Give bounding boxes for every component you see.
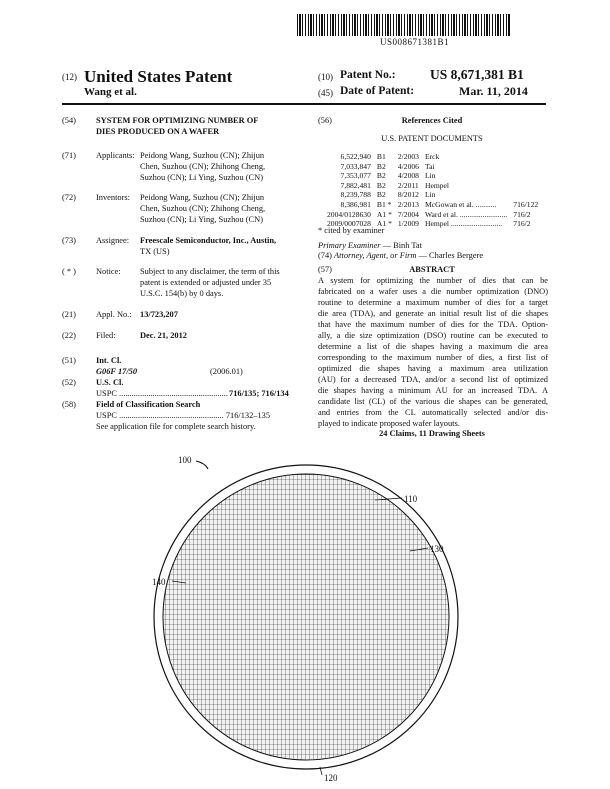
field-label: Field of Classification Search (96, 400, 201, 409)
figure-ref-100: 100 (178, 455, 192, 465)
reference-name: McGowan et al. ........... (424, 199, 497, 209)
appl-label: Appl. No.: (96, 310, 132, 319)
abstract-line: that have the maximum number of dies for the TDA. Option- (318, 320, 548, 329)
reference-cls (510, 181, 541, 191)
applicants-line: Chen, Suzhou (CN); Zhihong Cheng, (140, 162, 266, 171)
reference-date: 2/2013 (397, 199, 419, 209)
reference-date: 2/2003 (397, 152, 419, 161)
attorney-code: (74) (318, 251, 332, 260)
figure-ref-140: 140 (152, 577, 166, 587)
reference-no: 8,386,981 (340, 199, 371, 209)
appl-number: 13/723,207 (140, 310, 178, 319)
applicants-code: (71) (62, 151, 76, 160)
uscl-value: 716/135; 716/134 (229, 389, 289, 398)
patent-no-label: Patent No.: (340, 69, 396, 81)
inventors-line: Chen, Suzhou (CN); Zhihong Cheng, (140, 204, 266, 213)
reference-row (324, 200, 541, 210)
abstract-title: ABSTRACT (409, 265, 455, 274)
assignee-label: Assignee: (96, 236, 130, 245)
attorney-name: — Charles Bergere (418, 251, 484, 260)
doc-type: United States Patent (84, 67, 233, 86)
reference-cls (510, 171, 541, 181)
notice-line: patent is extended or adjusted under 35 (140, 278, 272, 287)
reference-name: Lin (424, 171, 436, 181)
reference-no: 8,239,788 (340, 190, 371, 200)
reference-date: 7/2004 (397, 209, 419, 219)
intcl-class: G06F 17/50 (96, 367, 138, 376)
field-usp: USPC .................................................. 716/132–135 (96, 411, 271, 420)
filed-date: Dec. 21, 2012 (140, 331, 187, 340)
inventors-code: (72) (62, 193, 76, 202)
reference-cls (510, 190, 541, 200)
abstract-body (318, 275, 548, 429)
abstract-line: and entries from the CL automatically selected and/or dis- (318, 408, 548, 417)
abstract-line: die area (TDA), and generate an initial result list of die shapes (318, 309, 548, 318)
inventors-label: Inventors: (96, 193, 130, 202)
applicants-line: Peidong Wang, Suzhou (CN); Zhijun (140, 151, 265, 160)
abstract-line: candidate list (CL) of the various die shapes can be generated, (318, 397, 548, 406)
applicants-label: Applicants: (96, 151, 135, 160)
reference-date: 1/2009 (397, 219, 419, 229)
reference-name: Ward et al. ......................... (424, 209, 508, 219)
abstract-line: routine to determine a maximum number of dies for a target (318, 298, 548, 307)
title-code: (54) (62, 116, 76, 125)
abstract-line: fabricated on a wafer uses a die number optimization (DNO) (318, 287, 548, 296)
reference-name: Hempel (424, 180, 450, 190)
abstract-line: (AU) for a decreased TDA, and/or a second list of optimized (318, 375, 548, 384)
wafer-figure (150, 455, 470, 785)
reference-kind: B2 (376, 171, 386, 181)
refs-subtitle: U.S. PATENT DOCUMENTS (381, 134, 483, 143)
abstract-line: determine a list of die shapes having a maximum die area (318, 342, 548, 351)
reference-cls: 716/2 (513, 209, 531, 219)
filed-code: (22) (62, 331, 76, 340)
references-table (324, 152, 541, 229)
examiner-name: — Binh Tat (382, 241, 422, 250)
inventors-line: Peidong Wang, Suzhou (CN); Zhijun (140, 193, 265, 202)
inventors-line: Suzhou (CN); Li Ying, Suzhou (CN) (140, 215, 263, 224)
uscl-code: (52) (62, 378, 76, 387)
reference-kind: B2 (376, 180, 386, 190)
reference-date: 8/2012 (397, 190, 419, 200)
figure-ref-120: 120 (324, 773, 338, 783)
reference-cls: 716/2 (513, 219, 531, 229)
uscl-usp: USPC .................................................... (96, 389, 228, 398)
figure-ref-130: 130 (430, 544, 444, 554)
inventor-short: Wang et al. (84, 86, 137, 98)
patent-number: US 8,671,381 B1 (430, 67, 524, 82)
reference-name: Erck (424, 152, 440, 161)
reference-cls (510, 152, 541, 162)
field-code: (58) (62, 400, 76, 409)
examiner-label: Primary Examiner (318, 241, 381, 250)
abstract-line: A system for optimizing the number of dies that can be (318, 276, 548, 285)
kind-code: (12) (62, 72, 77, 82)
reference-no: 7,353,077 (340, 171, 371, 181)
reference-name: Hempel ........................... (424, 219, 503, 229)
reference-kind: B1 (376, 152, 386, 161)
reference-row (324, 162, 541, 172)
header-rule (62, 103, 546, 105)
assignee-code: (73) (62, 236, 76, 245)
reference-no: 7,882,481 (340, 180, 371, 190)
reference-no: 6,522,940 (340, 152, 371, 161)
abstract-line: optimized die shapes having a maximum area utilization (318, 364, 548, 373)
abstract-line: ally, a die size optimization (DSO) routine can be executed to (318, 331, 548, 340)
reference-kind: B2 (376, 161, 386, 171)
figure-ref-110: 110 (404, 494, 418, 504)
attorney-label: Attorney, Agent, or Firm (334, 251, 417, 260)
reference-cls (510, 162, 541, 172)
assignee-line: Freescale Semiconductor, Inc., Austin, (140, 236, 277, 245)
appl-code: (21) (62, 310, 76, 319)
patent-no-code: (10) (318, 72, 333, 82)
reference-kind: B1 * (376, 199, 392, 209)
reference-no: 2004/0128630 (327, 209, 371, 219)
reference-row (324, 171, 541, 181)
reference-no: 7,033,847 (340, 161, 371, 171)
refs-code: (56) (318, 116, 332, 125)
barcode (297, 14, 511, 36)
reference-name: Lin (424, 190, 436, 200)
reference-date: 4/2006 (397, 161, 419, 171)
abstract-line: corresponding to the maximum number of dies, a first list of (318, 353, 548, 362)
patent-title-2: DIES PRODUCED ON A WAFER (96, 127, 220, 136)
reference-kind: B2 (376, 190, 386, 200)
reference-row (324, 181, 541, 191)
abstract-code: (57) (318, 265, 332, 274)
reference-date: 4/2008 (397, 171, 419, 181)
notice-label: Notice: (96, 267, 121, 276)
uscl-label: U.S. Cl. (96, 378, 124, 387)
abstract-line: played to indicate proposed wafer layouts. (318, 419, 460, 428)
die-grid (163, 474, 449, 760)
reference-cls: 716/122 (513, 199, 539, 209)
reference-no: 2009/0007028 (327, 219, 371, 229)
reference-row (324, 210, 541, 220)
reference-row (324, 152, 541, 162)
notice-line: U.S.C. 154(b) by 0 days. (140, 289, 224, 298)
intcl-code: (51) (62, 356, 76, 365)
date-label: Date of Patent: (340, 85, 415, 97)
claims-count: 24 Claims, 11 Drawing Sheets (379, 429, 485, 438)
notice-code: ( * ) (62, 267, 76, 276)
reference-row (324, 190, 541, 200)
reference-kind: A1 * (376, 219, 392, 229)
reference-date: 2/2011 (397, 180, 419, 190)
reference-name: Tai (424, 161, 435, 171)
applicants-line: Suzhou (CN); Li Ying, Suzhou (CN) (140, 173, 263, 182)
field-note: See application file for complete search history. (96, 422, 256, 431)
intcl-version: (2006.01) (210, 367, 243, 376)
arrow-icon (196, 461, 208, 469)
notice-line: Subject to any disclaimer, the term of this (140, 267, 280, 276)
cited-by: * cited by examiner (318, 226, 385, 235)
reference-kind: A1 * (376, 209, 392, 219)
intcl-label: Int. Cl. (96, 356, 122, 365)
abstract-line: die shapes having a minimum AU for an increased TDA. A (318, 386, 548, 395)
barcode-number: US008671381B1 (380, 37, 450, 47)
assignee-line: TX (US) (140, 247, 170, 256)
date-code: (45) (318, 88, 333, 98)
patent-date: Mar. 11, 2014 (459, 84, 528, 98)
refs-title: References Cited (401, 116, 463, 125)
patent-title: SYSTEM FOR OPTIMIZING NUMBER OF (96, 116, 259, 125)
filed-label: Filed: (96, 331, 116, 340)
